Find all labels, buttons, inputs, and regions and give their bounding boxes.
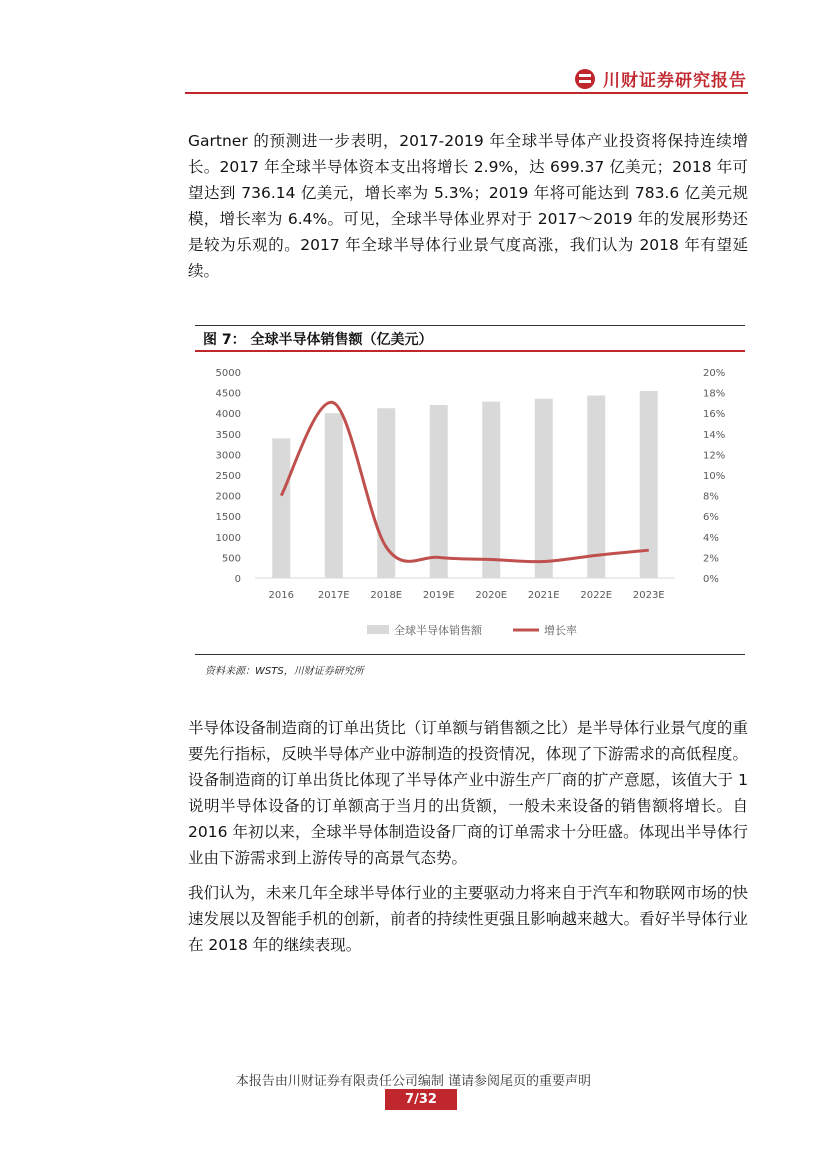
x-tick-label: 2018E	[370, 590, 403, 601]
right-tick-label: 12%	[703, 450, 726, 462]
left-tick-label: 1000	[215, 532, 241, 544]
left-tick-label: 3500	[215, 429, 241, 441]
bar-series	[272, 391, 658, 578]
bar	[482, 402, 500, 578]
left-tick-label: 3000	[215, 450, 241, 462]
right-tick-label: 10%	[703, 471, 726, 482]
right-tick-label: 6%	[703, 512, 719, 524]
paragraph-3: 我们认为，未来几年全球半导体行业的主要驱动力将来自于汽车和物联网市场的快速发展以及智能手机的创新，前者的持续性更强且影响越来越大。看好半导体行业在 2018 年的继续表现。	[188, 884, 748, 954]
legend-label-line: 增长率	[544, 624, 577, 637]
bar	[587, 395, 605, 578]
left-tick-label: 0	[234, 574, 241, 585]
header-brand	[575, 66, 747, 91]
figure-source: 资料来源：WSTS，川财证券研究所	[205, 666, 364, 677]
x-tick-label: 2023E	[632, 590, 665, 601]
right-tick-label: 0%	[703, 574, 719, 585]
left-axis-ticks	[216, 368, 241, 585]
chart-legend	[367, 623, 577, 637]
page-number: 7/32	[385, 1089, 457, 1110]
left-tick-label: 2000	[215, 491, 241, 503]
paragraph-2: 半导体设备制造商的订单出货比（订单额与销售额之比）是半导体行业景气度的重要先行指标，反映半导体产业中游制造的投资情况，体现了下游需求的高低程度。设备制造商的订单出货比体现了半导体产业中游生产厂商的扩产意愿，该值大于 1 说明半导体设备的订单额高于当月的出货额，一般未来设备的销售额将增长。自 2016 年初以来，全球半导体制造设备厂商的订单需求十分旺盛。体现出半导体行业由下游需求到上游传导的高景气态势。	[188, 719, 748, 867]
paragraph-1: Gartner 的预测进一步表明，2017-2019 年全球半导体产业投资将保持连续增长。2017 年全球半导体资本支出将增长 2.9%，达 699.37 亿美元；2018 年可望达到 736.14 亿美元，增长率为 5.3%；2019 年将可能达到 783.6 亿美元规模，增长率为 6.4%。可见，全球半导体业界对于 2017～2019 年的发展形势还是较为乐观的。2017 年全球半导体行业景气度高涨，我们认为 2018 年有望延续。	[188, 132, 748, 280]
bar	[272, 438, 290, 578]
figure-bottom-rule	[195, 654, 745, 655]
footer-disclaimer: 本报告由川财证券有限责任公司编制 谨请参阅尾页的重要声明	[235, 1074, 592, 1089]
right-tick-label: 16%	[703, 409, 726, 421]
bar	[430, 405, 448, 578]
sales-chart	[195, 352, 745, 652]
right-tick-label: 2%	[703, 553, 719, 565]
left-tick-label: 2500	[215, 471, 241, 482]
left-tick-label: 4000	[215, 409, 241, 421]
x-tick-label: 2021E	[527, 590, 560, 601]
right-tick-label: 4%	[703, 532, 719, 544]
x-tick-label: 2016	[268, 590, 294, 601]
brand-name: 川财证券研究报告	[603, 71, 747, 91]
x-tick-label: 2017E	[317, 590, 350, 601]
right-tick-label: 20%	[703, 368, 726, 379]
right-tick-label: 18%	[703, 388, 726, 400]
x-axis-labels	[269, 590, 665, 601]
right-axis-ticks	[703, 368, 725, 585]
right-tick-label: 8%	[703, 491, 719, 503]
left-tick-label: 4500	[215, 388, 241, 400]
company-logo-icon	[575, 69, 595, 89]
x-tick-label: 2020E	[475, 590, 508, 601]
legend-label-bar: 全球半导体销售额	[394, 624, 482, 637]
left-tick-label: 500	[221, 553, 241, 565]
left-tick-label: 5000	[215, 368, 241, 379]
right-tick-label: 14%	[703, 429, 726, 441]
legend-swatch-bar	[367, 625, 389, 634]
figure-title: 图 7： 全球半导体销售额（亿美元）	[203, 332, 433, 348]
x-tick-label: 2019E	[422, 590, 455, 601]
figure-title-bar	[195, 325, 745, 352]
left-tick-label: 1500	[215, 512, 241, 524]
bar	[535, 399, 553, 578]
bar	[325, 413, 343, 578]
x-tick-label: 2022E	[580, 590, 613, 601]
header-divider	[185, 92, 748, 94]
